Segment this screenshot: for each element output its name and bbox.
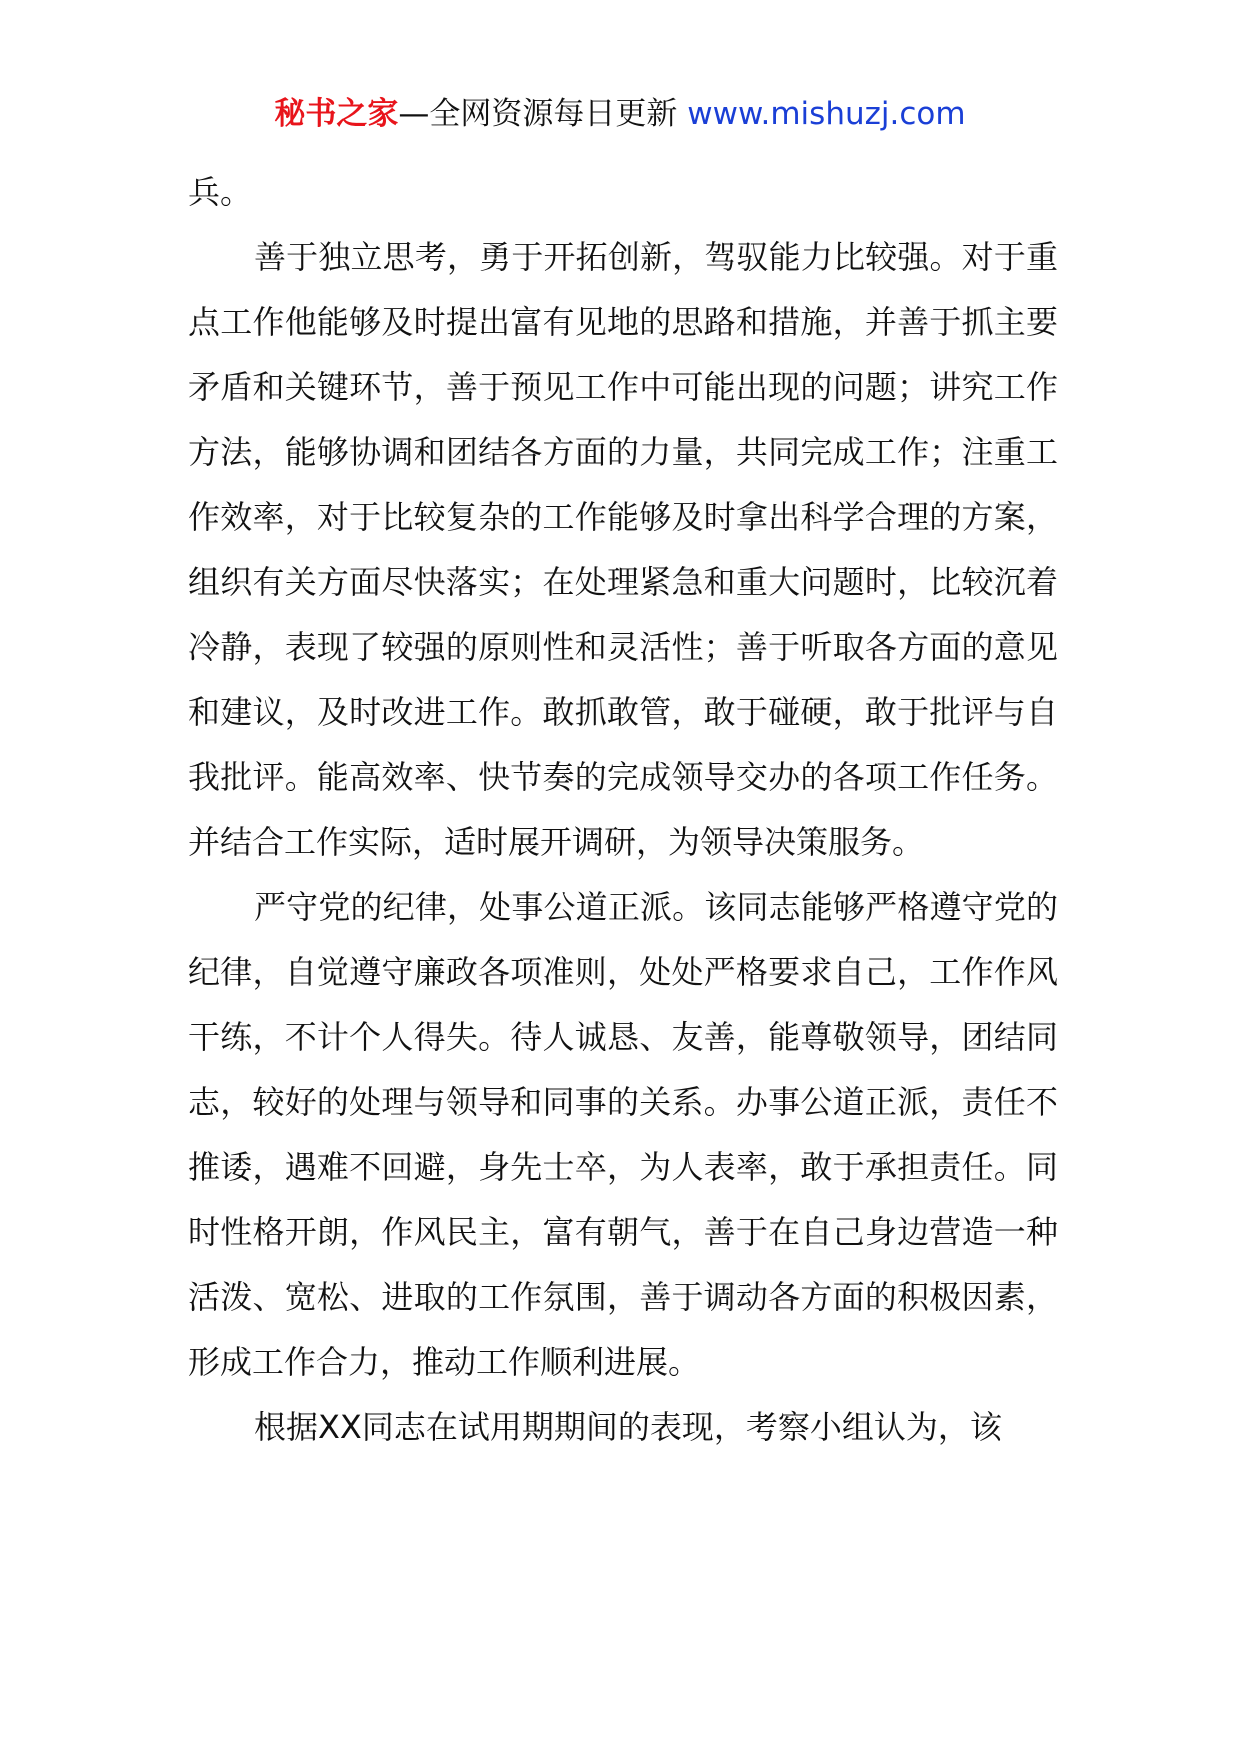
- paragraph-ability: 善于独立思考，勇于开拓创新，驾驭能力比较强。对于重点工作他能够及时提出富有见地的思路和措施，并善于抓主要矛盾和关键环节，善于预见工作中可能出现的问题；讲究工作方法，能够协调和团结各方面的力量，共同完成工作；注重工作效率，对于比较复杂的工作能够及时拿出科学合理的方案，组织有关方面尽快落实；在处理紧急和重大问题时，比较沉着冷静，表现了较强的原则性和灵活性；善于听取各方面的意见和建议，及时改进工作。敢抓敢管，敢于碰硬，敢于批评与自我批评。能高效率、快节奏的完成领导交办的各项工作任务。并结合工作实际，适时展开调研，为领导决策服务。: [188, 238, 1058, 861]
- document-body: [188, 160, 1058, 1460]
- site-brand: 秘书之家: [274, 96, 399, 132]
- site-header: [0, 92, 1240, 136]
- site-tagline: —全网资源每日更新: [398, 96, 678, 132]
- paragraph-conclusion: 根据XX同志在试用期期间的表现，考察小组认为，该: [254, 1408, 1002, 1446]
- site-url-link[interactable]: www.mishuzj.com: [687, 96, 966, 132]
- paragraph-continuation: 兵。: [188, 173, 253, 211]
- paragraph-discipline: 严守党的纪律，处事公道正派。该同志能够严格遵守党的纪律，自觉遵守廉政各项准则，处处严格要求自己，工作作风干练，不计个人得失。待人诚恳、友善，能尊敬领导，团结同志，较好的处理与领导和同事的关系。办事公道正派，责任不推诿，遇难不回避，身先士卒，为人表率，敢于承担责任。同时性格开朗，作风民主，富有朝气，善于在自己身边营造一种活泼、宽松、进取的工作氛围，善于调动各方面的积极因素，形成工作合力，推动工作顺利进展。: [188, 888, 1058, 1381]
